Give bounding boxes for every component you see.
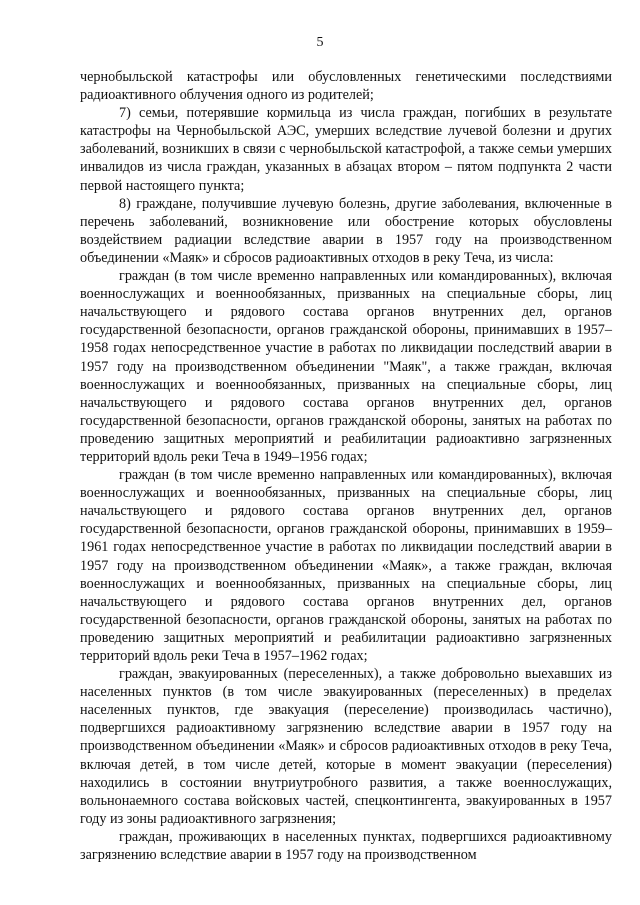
paragraph-item-7: 7) семьи, потерявшие кормильца из числа граждан, погибших в результате катастрофы на Чернобыльской АЭС, умерших вследствие лучевой болезни и других заболеваний, возникших в связи с чернобыльской катастрофой, а также семьи умерших инвалидов из числа граждан, указанных в абзацах втором – пятом подпункта 2 части первой настоящего пункта; bbox=[80, 105, 612, 194]
document-body bbox=[80, 68, 612, 864]
paragraph-continuation: чернобыльской катастрофы или обусловленных генетическими последствиями радиоактивного облучения одного из родителей; bbox=[80, 69, 612, 104]
page-number: 5 bbox=[316, 35, 324, 50]
paragraph-liquidators-1957-1958: граждан (в том числе временно направленных или командированных), включая военнослужащих и военнообязанных, призванных на специальные сборы, лиц начальствующего и рядового состава органов внутренних дел, органов государственной безопасности, органов гражданской обороны, принимавших в 1957–1958 годах непосредственное участие в работах по ликвидации последствий аварии в 1957 году на производственном объединении "Маяк", а также граждан, включая военнослужащих и военнообязанных, призванных на специальные сборы, лиц начальствующего и рядового состава органов внутренних дел, органов государственной безопасности, органов гражданской обороны, занятых на работах по проведению защитных мероприятий и реабилитации радиоактивно загрязненных территорий вдоль реки Теча в 1949–1956 годах; bbox=[80, 268, 612, 465]
paragraph-residents: граждан, проживающих в населенных пунктах, подвергшихся радиоактивному загрязнению вследствие аварии в 1957 году на производственном bbox=[80, 828, 612, 864]
paragraph-evacuated: граждан, эвакуированных (переселенных), а также добровольно выехавших из населенных пунктов (в том числе эвакуированных (переселенных) в пределах населенных пунктов, где эвакуация (переселение) производилась частично), подвергшихся радиоактивному загрязнению вследствие аварии в 1957 году на производственном объединении «Маяк» и сбросов радиоактивных отходов в реку Теча, включая детей, в том числе детей, которые в момент эвакуации (переселения) находились в состоянии внутриутробного развития, а также военнослужащих, вольнонаемного состава войсковых частей, спецконтингента, эвакуированных в 1957 году из зоны радиоактивного загрязнения; bbox=[80, 666, 612, 827]
paragraph-liquidators-1959-1961: граждан (в том числе временно направленных или командированных), включая военнослужащих и военнообязанных, призванных на специальные сборы, лиц начальствующего и рядового состава органов внутренних дел, органов государственной безопасности, органов гражданской обороны, принимавших в 1959–1961 годах непосредственное участие в работах по ликвидации последствий аварии в 1957 году на производственном объединении «Маяк», а также граждан, включая военнослужащих и военнообязанных, призванных на специальные сборы, лиц начальствующего и рядового состава органов внутренних дел, органов государственной безопасности, органов гражданской обороны, занятых на работах по проведению защитных мероприятий и реабилитации радиоактивно загрязненных территорий вдоль реки Теча в 1957–1962 годах; bbox=[80, 467, 612, 664]
paragraph-item-8: 8) граждане, получившие лучевую болезнь, другие заболевания, включенные в перечень заболеваний, возникновение или обострение которых обусловлены воздействием радиации вследствие аварии в 1957 году на производственном объединении «Маяк» и сбросов радиоактивных отходов в реку Теча, из числа: bbox=[80, 195, 612, 266]
